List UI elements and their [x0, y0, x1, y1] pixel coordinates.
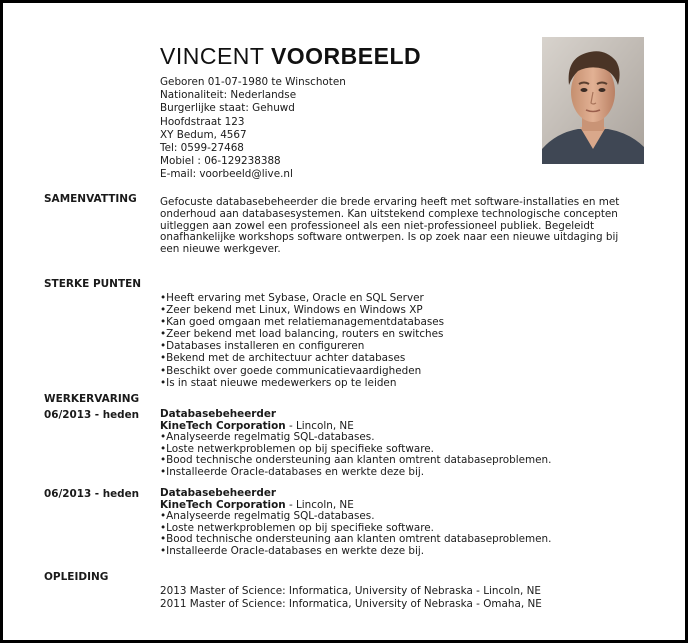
job-dates: 06/2013 - heden — [44, 409, 140, 421]
job-title: Databasebeheerder — [160, 408, 277, 420]
first-name: VINCENT — [160, 43, 265, 69]
section-title-summary: SAMENVATTING — [44, 193, 137, 205]
job-duties — [160, 511, 551, 557]
city-postcode: XY Bedum, 4567 — [160, 128, 247, 141]
summary-text: Gefocuste databasebeheerder die brede ervaring heeft met software-installaties en met onderhoud aan databasesystemen. Kan uitstekend complexe technologische concepten uitleggen aan zowel een professioneel als een niet-professioneel publiek. Begeleidt onafhankelijke workshops software ontwerpen. Is op zoek naar een nieuwe uitdaging bij een nieuwe werkgever. — [160, 196, 620, 256]
list-item: 2013 Master of Science: Informatica, University of Nebraska - Lincoln, NE — [160, 585, 541, 597]
mobile: Mobiel : 06-129238388 — [160, 155, 281, 168]
street-address: Hoofdstraat 123 — [160, 115, 245, 128]
candidate-name — [160, 43, 421, 70]
company-name: KineTech Corporation — [160, 498, 286, 511]
job-entry — [160, 409, 551, 479]
list-item: • Installeerde Oracle-databases en werkte deze bij. — [160, 546, 551, 558]
job-entry — [160, 488, 551, 558]
job-duties — [160, 432, 551, 478]
list-item: • Analyseerde regelmatig SQL-databases. — [160, 511, 551, 523]
section-title-experience: WERKERVARING — [44, 393, 140, 405]
company-name: KineTech Corporation — [160, 419, 286, 432]
job-title: Databasebeheerder — [160, 487, 277, 499]
education-list — [160, 585, 542, 610]
company-location: - Lincoln, NE — [285, 419, 354, 432]
marital-status: Burgerlijke staat: Gehuwd — [160, 102, 295, 115]
list-item: • Beschikt over goede communicatievaardigheden — [160, 365, 444, 377]
section-title-strengths: STERKE PUNTEN — [44, 278, 142, 290]
contact-details — [160, 76, 346, 182]
list-item: • Bood technische ondersteuning aan klanten omtrent databaseproblemen. — [160, 534, 551, 546]
profile-photo — [542, 37, 644, 164]
list-item: • Analyseerde regelmatig SQL-databases. — [160, 432, 551, 444]
nationality: Nationaliteit: Nederlandse — [160, 89, 297, 102]
list-item: • Kan goed omgaan met relatiemanagementdatabases — [160, 316, 444, 328]
list-item: • Loste netwerkproblemen op bij specifieke software. — [160, 523, 551, 535]
list-item: • Zeer bekend met Linux, Windows en Windows XP — [160, 304, 444, 316]
list-item: • Loste netwerkproblemen op bij specifieke software. — [160, 444, 551, 456]
company-location: - Lincoln, NE — [285, 498, 354, 511]
portrait-photo-icon — [542, 37, 644, 164]
last-name: VOORBEELD — [270, 43, 422, 69]
list-item: 2011 Master of Science: Informatica, University of Nebraska - Omaha, NE — [160, 597, 542, 610]
job-dates: 06/2013 - heden — [44, 488, 140, 500]
list-item: • Is in staat nieuwe medewerkers op te leiden — [160, 377, 444, 389]
birth-info: Geboren 01-07-1980 te Winschoten — [160, 76, 346, 88]
section-title-education: OPLEIDING — [44, 571, 109, 583]
list-item: • Installeerde Oracle-databases en werkte deze bij. — [160, 467, 551, 479]
strengths-list — [160, 292, 444, 389]
list-item: • Bekend met de architectuur achter databases — [160, 352, 444, 364]
phone: Tel: 0599-27468 — [160, 142, 244, 155]
list-item: • Heeft ervaring met Sybase, Oracle en SQL Server — [160, 292, 444, 304]
list-item: • Zeer bekend met load balancing, routers en switches — [160, 328, 444, 340]
list-item: • Databases installeren en configureren — [160, 340, 444, 352]
list-item: • Bood technische ondersteuning aan klanten omtrent databaseproblemen. — [160, 455, 551, 467]
email: E-mail: voorbeeld@live.nl — [160, 168, 293, 181]
